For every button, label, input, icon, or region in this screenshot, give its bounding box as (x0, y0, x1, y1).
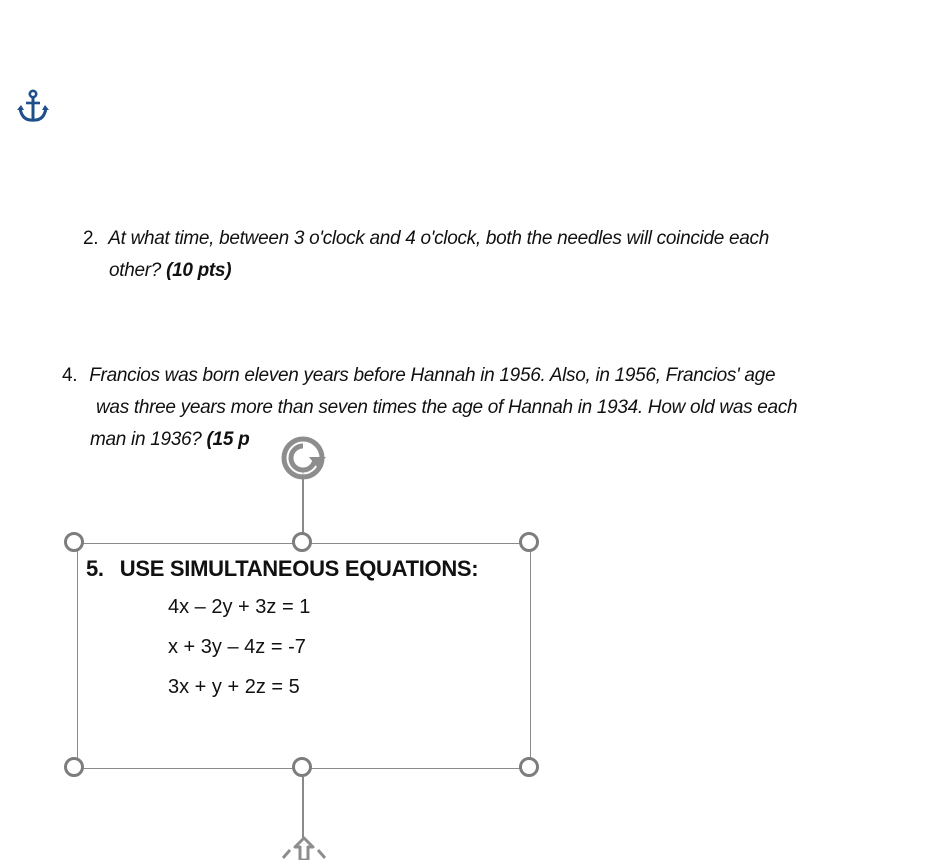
question-2-line-1 (83, 223, 893, 255)
textbox-heading-text: USE SIMULTANEOUS EQUATIONS: (119, 556, 479, 581)
question-4-points: (15 p (206, 429, 250, 450)
question-4 (62, 360, 882, 456)
question-2 (83, 223, 893, 287)
question-4-text-1: Francios was born eleven years before Hannah in 1956. Also, in 1956, Francios' age (89, 365, 776, 386)
question-4-text-3: man in 1936? (90, 429, 202, 450)
equation-1: 4x – 2y + 3z = 1 (168, 596, 311, 618)
equation-3: 3x + y + 2z = 5 (168, 676, 300, 698)
textbox-heading (86, 556, 478, 582)
textbox-number: 5. (86, 556, 104, 581)
question-4-number: 4. (62, 365, 78, 386)
resize-handle-top-center[interactable] (292, 532, 312, 552)
move-handle-stem (302, 777, 304, 839)
resize-handle-bottom-center[interactable] (292, 757, 312, 777)
rotate-handle-icon[interactable] (276, 432, 346, 486)
question-4-text-2: was three years more than seven times the age of Hannah in 1934. How old was each (96, 397, 798, 418)
question-2-line-2 (83, 255, 893, 287)
resize-handle-bottom-left[interactable] (64, 757, 84, 777)
question-4-line-1 (62, 360, 882, 392)
question-4-line-3 (62, 424, 882, 456)
equation-2: x + 3y – 4z = -7 (168, 636, 306, 658)
question-2-text-2: other? (109, 260, 162, 281)
resize-handle-top-right[interactable] (519, 532, 539, 552)
anchor-icon[interactable] (17, 88, 49, 124)
resize-handle-top-left[interactable] (64, 532, 84, 552)
question-2-points: (10 pts) (166, 260, 232, 281)
resize-handle-bottom-right[interactable] (519, 757, 539, 777)
question-4-line-2 (62, 392, 882, 424)
question-2-number: 2. (83, 228, 99, 249)
move-handle-icon[interactable] (280, 834, 328, 860)
question-2-text-1: At what time, between 3 o'clock and 4 o'clock, both the needles will coincide each (108, 228, 769, 249)
